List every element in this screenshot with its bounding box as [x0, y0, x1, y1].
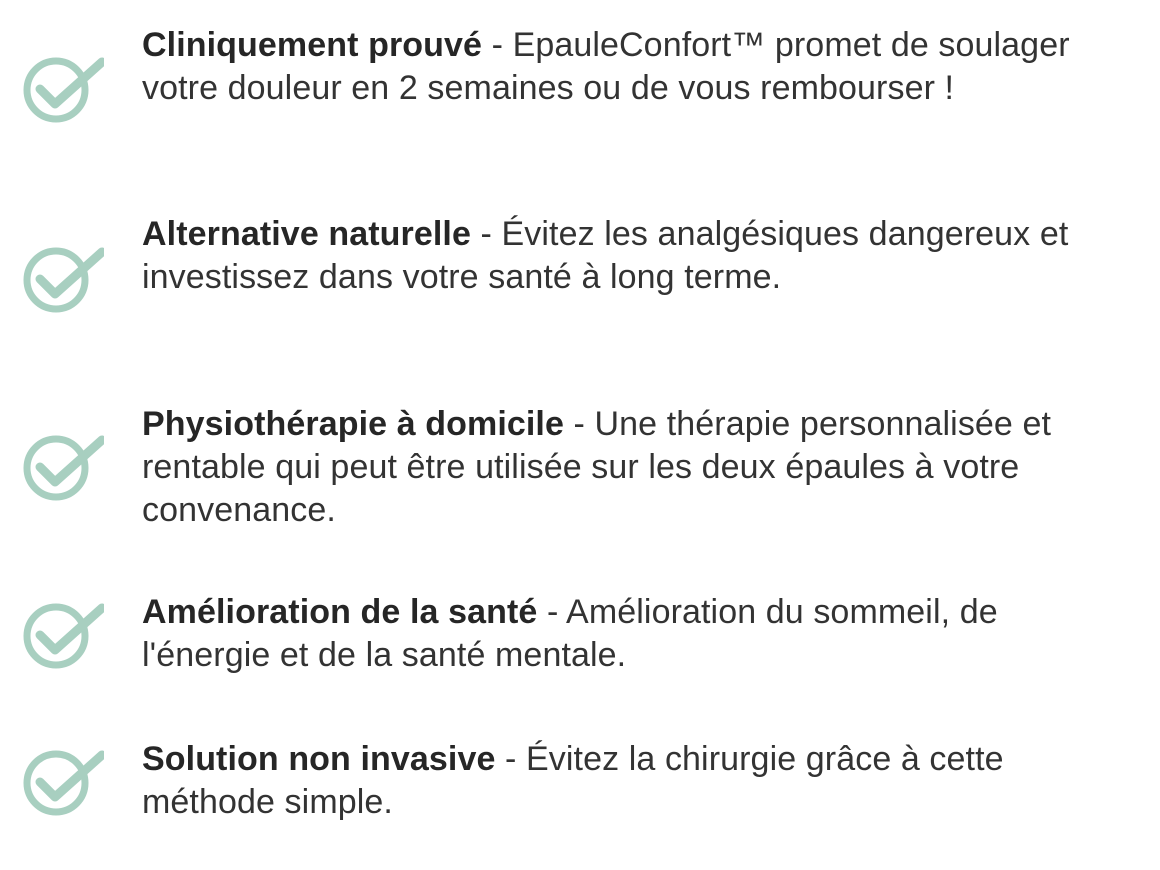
benefit-separator: -: [482, 26, 513, 64]
benefit-text: [142, 213, 1132, 299]
check-circle-icon: [22, 54, 104, 126]
benefit-description: EpauleConfort™ promet de soulager votre douleur en 2 semaines ou de vous rembourser !: [142, 26, 1070, 107]
benefit-text: [142, 403, 1132, 532]
benefit-title: Cliniquement prouvé: [142, 26, 483, 64]
benefit-text: [142, 24, 1132, 110]
benefit-title: Alternative naturelle: [142, 215, 471, 253]
benefit-separator: -: [495, 740, 526, 778]
benefit-description: Évitez la chirurgie grâce à cette méthode simple.: [142, 740, 1004, 821]
check-circle-icon: [22, 244, 104, 316]
benefit-separator: -: [563, 405, 595, 443]
check-circle-icon: [22, 432, 104, 504]
benefit-description: Évitez les analgésiques dangereux et investissez dans votre santé à long terme.: [142, 215, 1069, 296]
benefit-description: Une thérapie personnalisée et rentable qui peut être utilisée sur les deux épaules à votre convenance.: [142, 405, 1052, 529]
benefit-title: Amélioration de la santé: [142, 593, 538, 631]
check-circle-icon: [22, 747, 104, 819]
benefit-title: Solution non invasive: [142, 740, 496, 778]
benefit-text: [142, 738, 1132, 824]
benefit-title: Physiothérapie à domicile: [142, 405, 564, 443]
benefit-text: [142, 591, 1132, 677]
benefit-description: Amélioration du sommeil, de l'énergie et de la santé mentale.: [142, 593, 998, 674]
benefit-separator: -: [537, 593, 567, 631]
benefit-separator: -: [471, 215, 502, 253]
check-circle-icon: [22, 600, 104, 672]
